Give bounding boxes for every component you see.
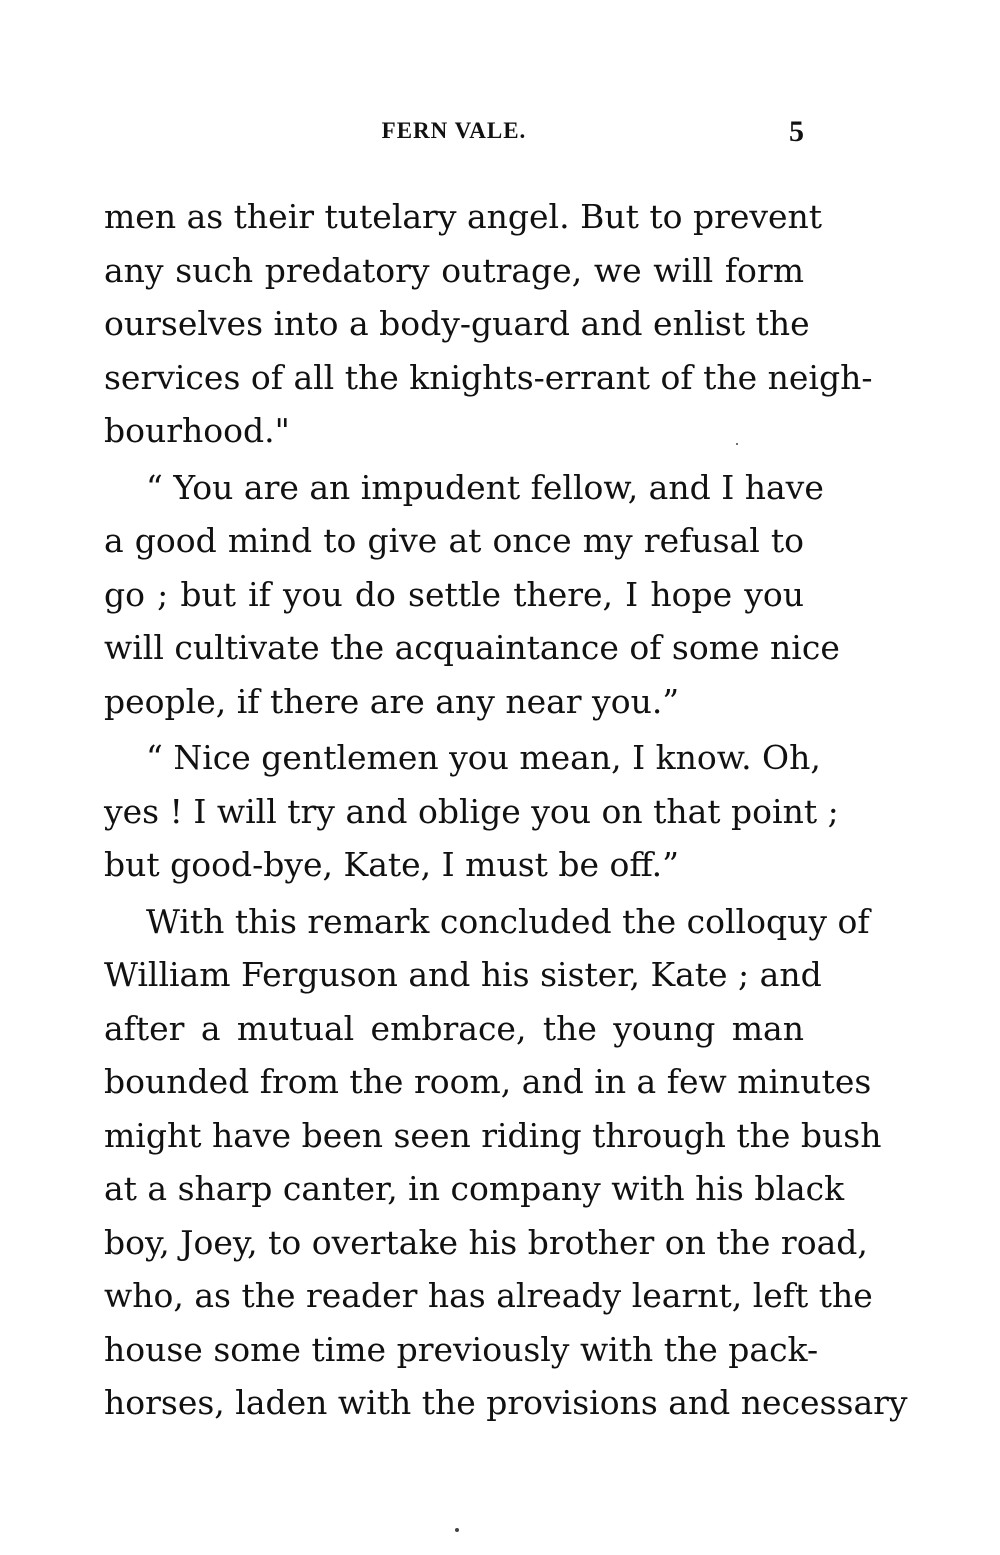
text-line: “ Nice gentlemen you mean, I know. Oh, (146, 738, 821, 777)
text-line: who, as the reader has already learnt, left the (104, 1276, 873, 1315)
text-line: people, if there are any near you.” (104, 681, 680, 721)
text-line: William Ferguson and his sister, Kate ; and (104, 955, 822, 994)
text-line: services of all the knights-errant of the neigh- (104, 357, 873, 397)
ink-speck (455, 1528, 459, 1532)
text-line: might have been seen riding through the bush (104, 1115, 882, 1155)
text-line: boy, Joey, to overtake his brother on the road, (104, 1222, 868, 1262)
paragraph (104, 895, 908, 1430)
page-number: 5 (789, 115, 804, 148)
text-line: bourhood." (104, 411, 290, 450)
text-line: ourselves into a body-guard and enlist the (104, 304, 810, 343)
text-line: after a mutual embrace, the young man (104, 1008, 804, 1048)
text-line: will cultivate the acquaintance of some nice (104, 628, 840, 667)
text-line: yes ! I will try and oblige you on that point ; (104, 791, 839, 831)
ink-speck (736, 443, 738, 445)
running-head (104, 115, 804, 154)
paragraph (104, 190, 873, 458)
text-line: horses, laden with the provisions and necessary (104, 1383, 908, 1422)
text-line: house some time previously with the pack- (104, 1329, 819, 1369)
paragraph (104, 731, 839, 892)
body-text (104, 190, 908, 1433)
text-line: go ; but if you do settle there, I hope you (104, 574, 804, 614)
text-line: a good mind to give at once my refusal to (104, 521, 804, 560)
text-line: “ You are an impudent fellow, and I have (146, 467, 824, 507)
text-line: With this remark concluded the colloquy of (146, 901, 870, 941)
running-title: FERN VALE. (381, 118, 527, 143)
text-line: but good-bye, Kate, I must be off.” (104, 845, 680, 884)
text-line: bounded from the room, and in a few minutes (104, 1062, 872, 1101)
text-line: any such predatory outrage, we will form (104, 250, 804, 290)
text-line: men as their tutelary angel. But to prevent (104, 197, 823, 236)
text-line: at a sharp canter, in company with his black (104, 1169, 845, 1208)
paragraph (104, 461, 840, 729)
